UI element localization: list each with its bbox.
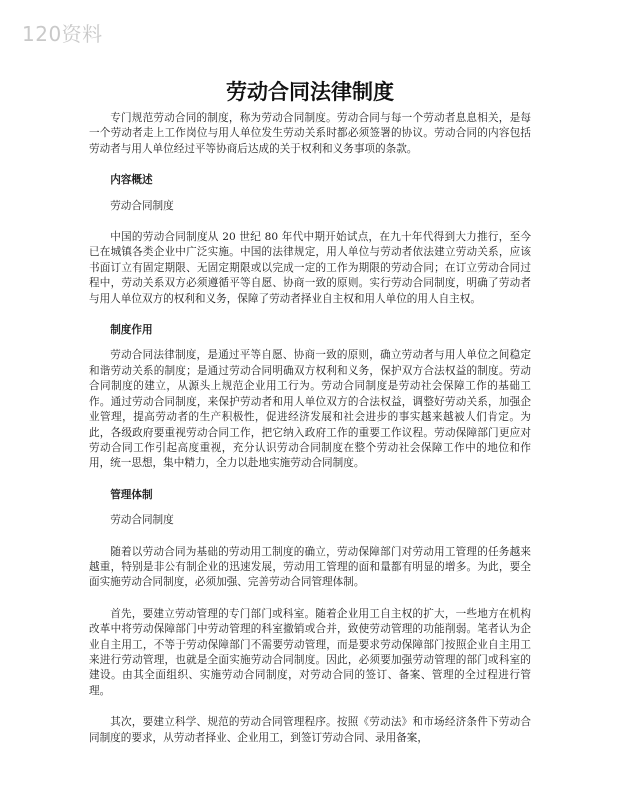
document-title: 劳动合同法律制度 [226,80,394,104]
intro-paragraph: 专门规范劳动合同的制度，称为劳动合同制度。劳动合同与每一个劳动者息息相关，是每一个劳动者走上工作岗位与用人单位发生劳动关系时都必须签署的协议。劳动合同的内容包括劳动者与用人单位经过平等协商后达成的关于权利和义务事项的条款。 [89,112,531,155]
section-subtitle: 劳动合同制度 [110,199,174,212]
document-body [89,111,531,762]
body-paragraph: 首先，要建立劳动管理的专门部门或科室。随着企业用工自主权的扩大，一些地方在机构改革中将劳动保障部门中劳动管理的科室撤销或合并，致使劳动管理的功能削弱。笔者认为企业自主用工，不等于劳动保障部门不需要劳动管理，而是要求劳动保障部门按照企业自主用工来进行劳动管理，也就是全面实施劳动合同制度。因此，必须要加强劳动管理的部门或科室的建设。由其全面组织、实施劳动合同制度，对劳动合同的签订、备案、管理的全过程进行管理。 [89,607,531,697]
section-heading-function: 制度作用 [110,324,153,337]
watermark: 120资料 [22,22,103,46]
body-paragraph: 随着以劳动合同为基础的劳动用工制度的确立，劳动保障部门对劳动用工管理的任务越来越重，特别是非公有制企业的迅速发展，劳动用工管理的面和量都有明显的增多。为此，要全面实施劳动合同制度，必须加强、完善劳动合同管理体制。 [89,545,531,589]
body-paragraph: 劳动合同法律制度，是通过平等自愿、协商一致的原则，确立劳动者与用人单位之间稳定和谐劳动关系的制度；是通过劳动合同明确双方权利和义务，保护双方合法权益的制度。劳动合同制度的建立，从源头上规范企业用工行为。劳动合同制度是劳动社会保障工作的基础工作。通过劳动合同制度，来保护劳动者和用人单位双方的合法权益，调整好劳动关系，加强企业管理，提高劳动者的生产积极性，促进经济发展和社会进步的事实越来越被人们肯定。为此，各级政府要重视劳动合同工作，把它纳入政府工作的重要工作议程。劳动保障部门更应对劳动合同工作引起高度重视，充分认识劳动合同制度在整个劳动社会保障工作中的地位和作用，统一思想，集中精力，全力以赴地实施劳动合同制度。 [89,349,531,470]
body-paragraph: 中国的劳动合同制度从 20 世纪 80 年代中期开始试点，在九十年代得到大力推行，至今已在城镇各类企业中广泛实施。中国的法律规定，用人单位与劳动者依法建立劳动关系，应该书面订立有固定期限、无固定期限或以完成一定的工作为期限的劳动合同；在订立劳动合同过程中，劳动关系双方必须遵循平等自愿、协商一致的原则。实行劳动合同制度，明确了劳动者与用人单位双方的权利和义务，保障了劳动者择业自主权和用人单位的用人自主权。 [89,231,531,305]
section-heading-management: 管理体制 [110,488,153,501]
section-subtitle: 劳动合同制度 [110,514,174,527]
body-paragraph: 其次，要建立科学、规范的劳动合同管理程序。按照《劳动法》和市场经济条件下劳动合同制度的要求，从劳动者择业、企业用工，到签订劳动合同、录用备案， [89,716,531,744]
section-heading-overview: 内容概述 [110,174,153,187]
